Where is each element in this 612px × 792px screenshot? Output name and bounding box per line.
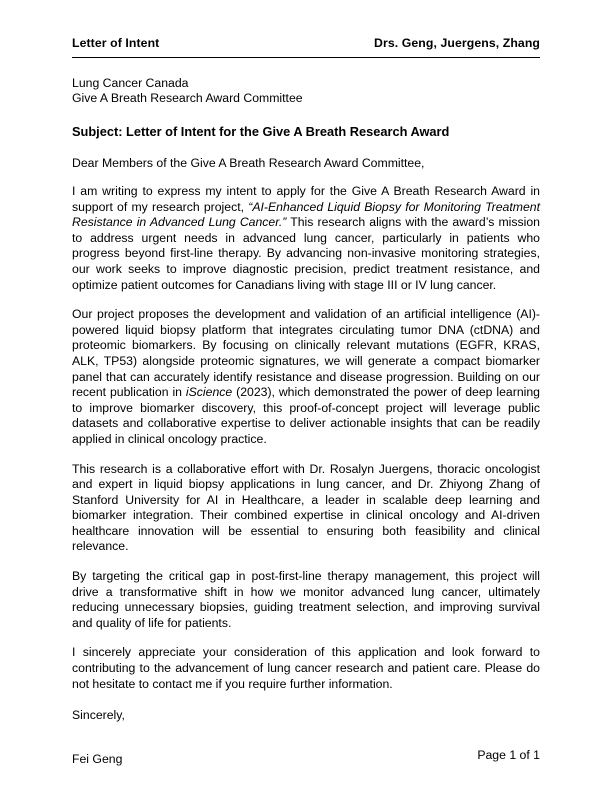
- page-footer: Page 1 of 1: [477, 748, 540, 762]
- signature-name: Fei Geng: [72, 752, 123, 767]
- paragraph-2-part-a: Our project proposes the development and validation of an artificial intelligence (AI)-powered liquid biopsy platform that integrates circulating tumor DNA (ctDNA) and proteomic biomarkers. By focusing on clinically relevant mutations (EGFR, KRAS, ALK, TP53) alongside proteomic signatures, we will generate a compact biomarker panel that can accurately identify resistance and disease progression. Building on our recent publication in: [72, 307, 540, 400]
- header-right-authors: Drs. Geng, Juergens, Zhang: [374, 36, 540, 50]
- paragraph-2: [72, 307, 540, 447]
- recipient-block: [72, 76, 540, 105]
- recipient-organization: Lung Cancer Canada: [72, 76, 189, 90]
- closing: Sincerely,: [72, 708, 125, 723]
- paragraph-1-part-a: I am writing to express my intent to apply for the Give A Breath Research Award in support of my research project,: [72, 184, 540, 214]
- paragraph-3: This research is a collaborative effort with Dr. Rosalyn Juergens, thoracic oncologist and expert in liquid biopsy applications in lung cancer, and Dr. Zhiyong Zhang of Stanford University for AI in Healthcare, a leader in scalable deep learning and biomarker integration. Their combined expertise in clinical oncology and AI-driven healthcare innovation will be essential to ensuring both feasibility and clinical relevance.: [72, 461, 540, 554]
- salutation: Dear Members of the Give A Breath Research Award Committee,: [72, 156, 425, 170]
- paragraph-1: [72, 184, 540, 293]
- paragraph-1-part-b: This research aligns with the award’s mission to address urgent needs in advanced lung cancer, particularly in patients who progress beyond first-line therapy. By advancing non-invasive monitoring strategies, our work seeks to improve diagnostic precision, predict treatment resistance, and optimize patient outcomes for Canadians living with stage III or IV lung cancer.: [72, 215, 540, 292]
- page-header: [72, 36, 540, 50]
- header-left-title: Letter of Intent: [72, 36, 160, 50]
- journal-name: iScience: [185, 385, 233, 400]
- paragraph-5: I sincerely appreciate your consideration of this application and look forward to contributing to the advancement of lung cancer research and patient care. Please do not hesitate to contact me if you require further information.: [72, 645, 540, 691]
- paragraph-4: By targeting the critical gap in post-first-line therapy management, this project will drive a transformative shift in how we monitor advanced lung cancer, ultimately reducing unnecessary biopsies, guiding treatment selection, and improving survival and quality of life for patients.: [72, 569, 540, 630]
- project-title: “AI-Enhanced Liquid Biopsy for Monitoring Treatment Resistance in Advanced Lung Cancer.”: [72, 199, 540, 230]
- subject-line: Subject: Letter of Intent for the Give A Breath Research Award: [72, 124, 450, 139]
- recipient-committee: Give A Breath Research Award Committee: [72, 90, 303, 105]
- header-divider: [72, 57, 540, 58]
- paragraph-2-part-b: (2023), which demonstrated the power of deep learning to improve biomarker discovery, this proof-of-concept project will leverage public datasets and collaborative expertise to deliver actionable insights that can be readily applied in clinical oncology practice.: [72, 385, 540, 446]
